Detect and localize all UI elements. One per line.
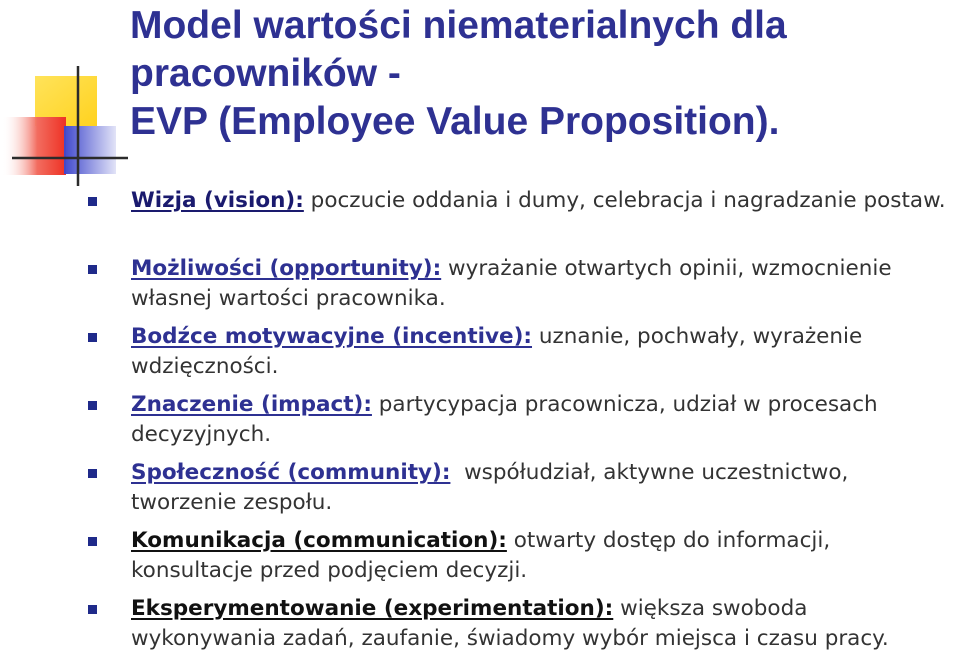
bullet-description: uznanie, pochwały, wyrażenie wdzięczności. [131, 324, 863, 379]
square-bullet-icon [88, 333, 97, 342]
bullet-term: Możliwości (opportunity): [131, 256, 442, 281]
bullet-term: Eksperymentowanie (experimentation): [131, 596, 614, 621]
slide-title [130, 2, 950, 146]
bullet-communication [0, 526, 960, 594]
blue-square [64, 126, 116, 174]
decorative-squares-logo [0, 62, 130, 192]
bullet-list [0, 186, 960, 662]
bullet-term: Wizja (vision): [131, 188, 304, 213]
bullet-description: poczucie oddania i dumy, celebracja i nagradzanie postaw. [303, 188, 946, 213]
square-bullet-icon [88, 401, 97, 410]
title-line-1: Model wartości niematerialnych dla [130, 4, 787, 47]
bullet-community [0, 458, 960, 526]
square-bullet-icon [88, 537, 97, 546]
bullet-experimentation [0, 594, 960, 662]
bullet-opportunity [0, 254, 960, 322]
bullet-term: Społeczność (community): [131, 460, 451, 485]
bullet-impact [0, 390, 960, 458]
bullet-term: Komunikacja (communication): [131, 528, 507, 553]
bullet-description: współudział, aktywne uczestnictwo, tworzenie zespołu. [131, 460, 856, 515]
bullet-incentive [0, 322, 960, 390]
square-bullet-icon [88, 469, 97, 478]
bullet-description: wyrażanie otwartych opinii, wzmocnienie własnej wartości pracownika. [131, 256, 892, 311]
bullet-description: otwarty dostęp do informacji, konsultacje przed podjęciem decyzji. [131, 528, 831, 583]
bullet-term: Znaczenie (impact): [131, 392, 372, 417]
bullet-term: Bodźce motywacyjne (incentive): [131, 324, 533, 349]
red-gradient-bar [2, 117, 66, 175]
title-line-2: pracowników - [130, 52, 401, 95]
square-bullet-icon [88, 197, 97, 206]
bullet-vision [0, 186, 960, 254]
title-line-3: EVP (Employee Value Proposition). [130, 100, 780, 143]
bullet-description: partycypacja pracownicza, udział w procesach decyzyjnych. [131, 392, 878, 447]
square-bullet-icon [88, 605, 97, 614]
bullet-description: większa swoboda wykonywania zadań, zaufanie, świadomy wybór miejsca i czasu pracy. [131, 596, 889, 651]
square-bullet-icon [88, 265, 97, 274]
